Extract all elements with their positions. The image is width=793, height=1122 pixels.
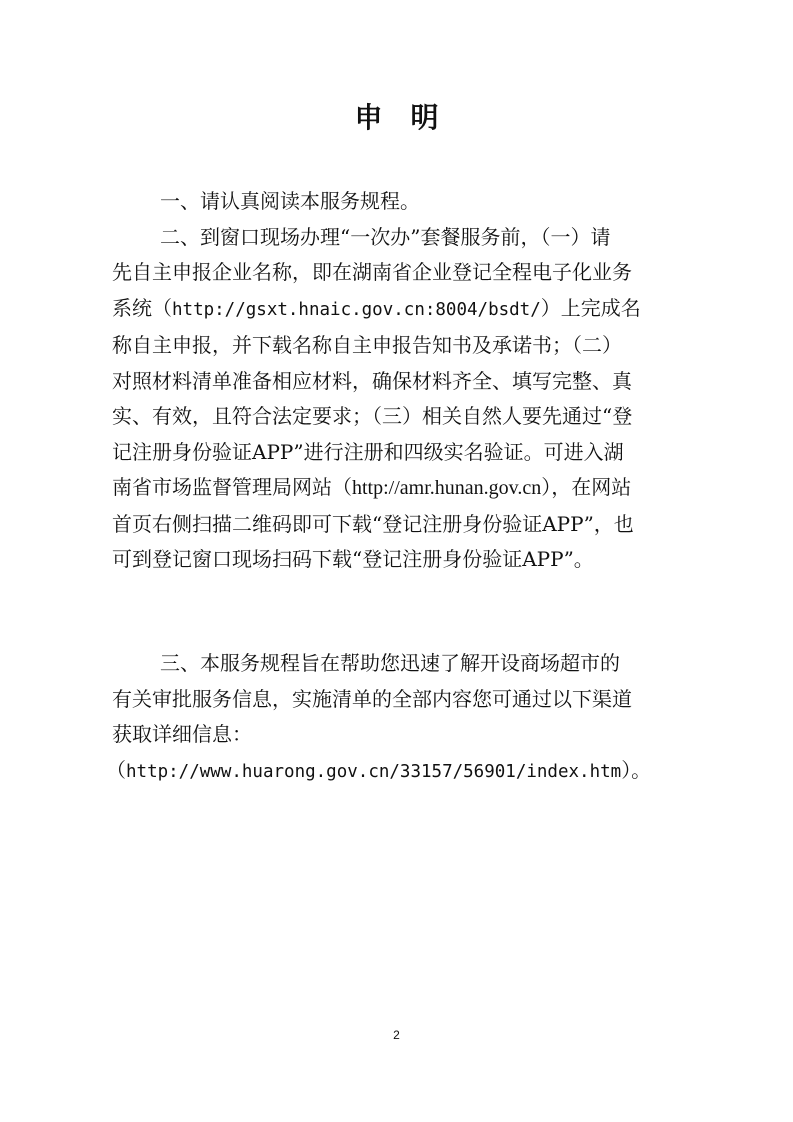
paragraph-2-line: 二、到窗口现场办理“一次办”套餐服务前，（一）请 [160, 224, 611, 249]
page-title: 申明 [354, 101, 467, 134]
paragraph-2-line: 实、有效，且符合法定要求；（三）相关自然人要先通过“登 [112, 404, 633, 428]
paragraph-2-line: 对照材料清单准备相应材料，确保材料齐全、填写完整、真 [112, 368, 632, 393]
paragraph-2-line: 首页右侧扫描二维码即可下载“登记注册身份验证APP”，也 [112, 511, 634, 536]
huarong-url-link[interactable]: http://www.huarong.gov.cn/33157/56901/index.htm [126, 761, 622, 782]
paragraph-1-line: 一、请认真阅读本服务规程。 [160, 189, 420, 213]
paragraph-3-line: 获取详细信息： [112, 722, 252, 746]
paragraph-2-line: 记注册身份验证APP”进行注册和四级实名验证。可进入湖 [112, 439, 624, 464]
text-segment: （ [106, 757, 126, 782]
text-segment: ）。 [621, 757, 652, 782]
paragraph-3-line: 三、本服务规程旨在帮助您迅速了解开设商场超市的 [160, 651, 620, 675]
amr-url-link[interactable]: http://amr.hunan.gov.cn [352, 477, 542, 499]
paragraph-2-line [112, 470, 684, 507]
text-segment: 系统（ [112, 295, 172, 320]
paragraph-3-line [106, 753, 684, 791]
page-number: 2 [393, 1028, 400, 1042]
paragraph-3-line: 有关审批服务信息，实施清单的全部内容您可通过以下渠道 [112, 686, 632, 711]
paragraph-2-line [112, 291, 684, 329]
gsxt-url-link[interactable]: http://gsxt.hnaic.gov.cn:8004/bsdt/ [172, 299, 541, 320]
text-segment: 南省市场监督管理局网站（ [112, 475, 352, 499]
paragraph-2-line: 称自主申报，并下载名称自主申报告知书及承诺书；（二） [112, 333, 622, 357]
text-segment: ），在网站 [541, 475, 632, 499]
text-segment: ）上完成名 [540, 295, 641, 320]
body-text-section-3 [106, 646, 684, 790]
paragraph-2-line: 可到登记窗口现场扫码下载“登记注册身份验证APP”。 [112, 547, 594, 571]
body-text-main [112, 184, 684, 578]
paragraph-2-line: 先自主申报企业名称，即在湖南省企业登记全程电子化业务 [112, 260, 632, 284]
